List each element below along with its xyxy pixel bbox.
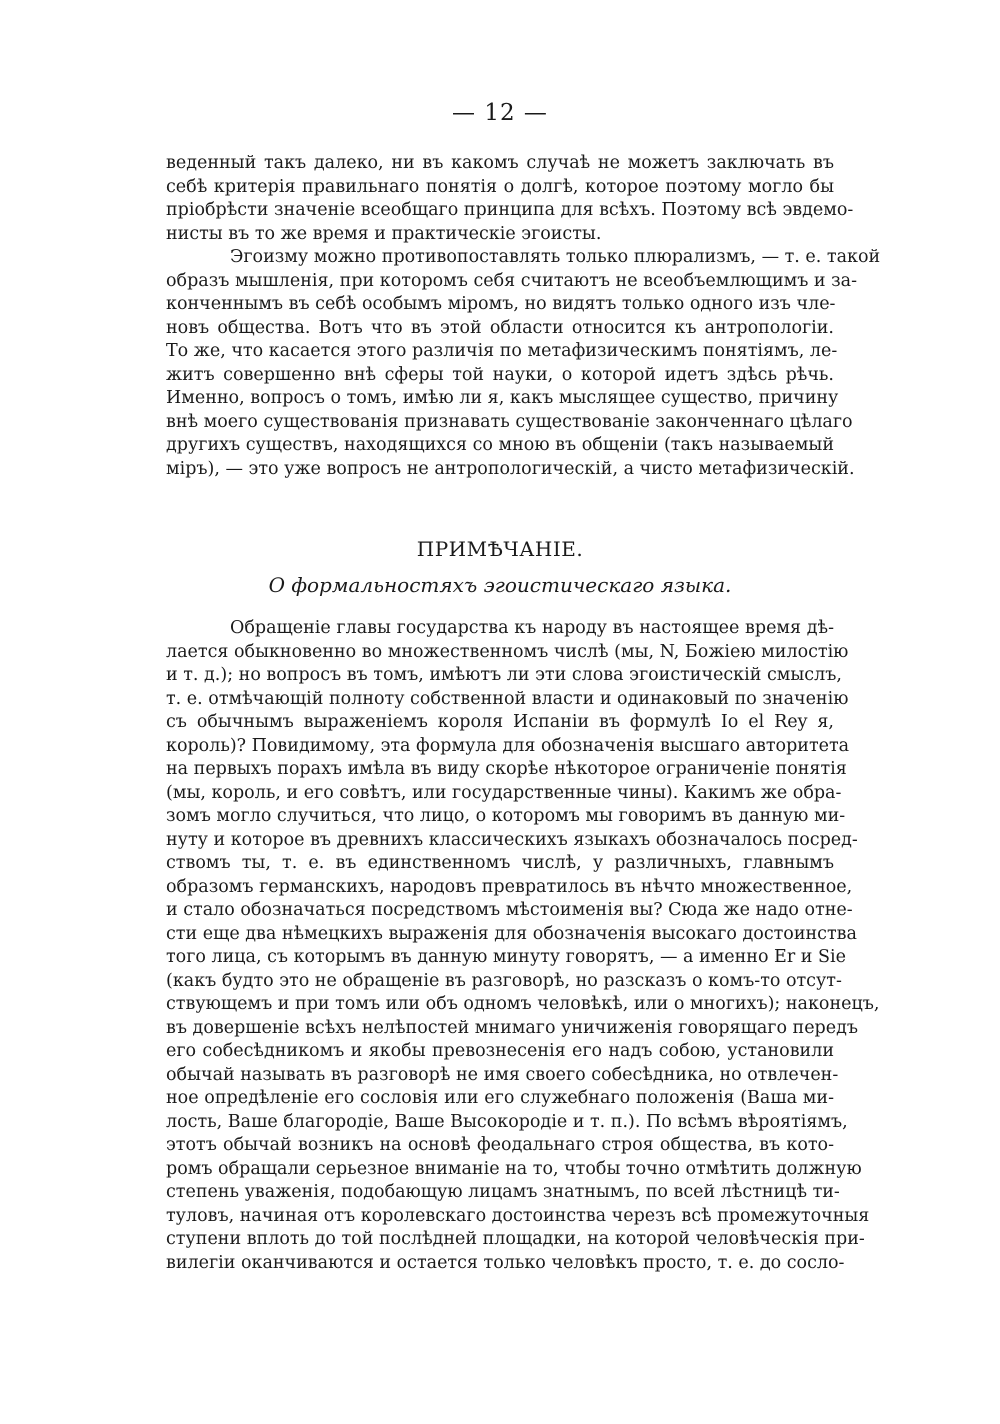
text-line: себѣ критерія правильнаго понятія о долгѣ, которое поэтому могло бы: [166, 176, 834, 197]
text-line: Обращеніе главы государства къ народу въ настоящее время дѣ-: [230, 618, 834, 638]
text-line: зомъ могло случиться, что лицо, о которомъ мы говоримъ въ данную ми-: [166, 806, 846, 826]
text-line: внѣ моего существованія признавать существованіе законченнаго цѣлаго: [166, 411, 853, 432]
text-line: ное опредѣленіе его сословія или его служебнаго положенія (Ваша ми-: [166, 1088, 834, 1108]
text-line: т. е. отмѣчающій полноту собственной власти и одинаковый по значенію: [166, 688, 849, 709]
text-line: съ обычнымъ выраженіемъ короля Испаніи въ формулѣ Io el Rey я,: [166, 712, 834, 732]
text-line: нисты въ то же время и практическіе эгоисты.: [166, 223, 602, 244]
text-line: образъ мышленія, при которомъ себя считаютъ не всеобъемлющимъ и за-: [166, 270, 858, 291]
text-line: ствомъ ты, т. е. въ единственномъ числѣ, у различныхъ, главнымъ: [166, 853, 834, 873]
text-line: ромъ обращали серьезное вниманіе на то, чтобы точно отмѣтить должную: [166, 1158, 862, 1179]
text-line: въ довершеніе всѣхъ нелѣпостей мнимаго уничиженія говорящаго передъ: [166, 1017, 859, 1038]
text-line: сти еще два нѣмецкихъ выраженія для обозначенія высокаго достоинства: [166, 923, 857, 944]
text-line: вилегіи оканчиваются и остается только человѣкъ просто, т. е. до сосло-: [166, 1252, 845, 1273]
text-line: пріобрѣсти значеніе всеобщаго принципа для всѣхъ. Поэтому всѣ эвдемо-: [166, 200, 854, 220]
text-line: и т. д.); но вопросъ въ томъ, имѣютъ ли эти слова эгоистическій смыслъ,: [166, 665, 842, 685]
text-line: лость, Ваше благородіе, Ваше Высокородіе и т. п.). По всѣмъ вѣроятіямъ,: [166, 1111, 848, 1132]
text-line: этотъ обычай возникъ на основѣ феодальнаго строя общества, въ кото-: [166, 1135, 834, 1155]
text-line: конченнымъ въ себѣ особымъ міромъ, но видятъ только одного изъ чле-: [166, 294, 836, 314]
text-line: образомъ германскихъ, народовъ превратилось въ нѣчто множественное,: [166, 876, 853, 897]
page-number: — 12 —: [452, 100, 548, 126]
text-line: То же, что касается этого различія по метафизическимъ понятіямъ, ле-: [166, 341, 838, 361]
text-block-note: [166, 617, 880, 1275]
text-line: ствующемъ и при томъ или объ одномъ человѣкѣ, или о многихъ); наконецъ,: [166, 994, 880, 1014]
text-line: на первыхъ порахъ имѣла въ виду скорѣе нѣкоторое ограниченіе понятія: [166, 759, 847, 779]
text-line: лается обыкновенно во множественномъ числѣ (мы, N, Божіею милостію: [166, 641, 849, 662]
text-line: туловъ, начиная отъ королевскаго достоинства черезъ всѣ промежуточныя: [166, 1205, 870, 1226]
section-heading: ПРИМѢЧАНІЕ.: [416, 537, 584, 561]
text-line: веденный такъ далеко, ни въ какомъ случаѣ не можетъ заключать въ: [166, 153, 834, 173]
text-line: обычай называть въ разговорѣ не имя своего собесѣдника, но отвлечен-: [166, 1064, 839, 1085]
text-line: житъ совершенно внѣ сферы той науки, о которой идетъ здѣсь рѣчь.: [166, 364, 834, 385]
text-line: король)? Повидимому, эта формула для обозначенія высшаго авторитета: [166, 735, 850, 756]
section-subheading: О формальностяхъ эгоистическаго языка.: [268, 573, 732, 597]
text-line: нуту и которое въ древнихъ классическихъ языкахъ обозначалось посред-: [166, 829, 858, 850]
text-line: Именно, вопросъ о томъ, имѣю ли я, какъ мыслящее существо, причину: [166, 388, 839, 408]
text-line: (мы, король, и его совѣтъ, или государственные чины). Какимъ же обра-: [166, 782, 842, 803]
text-line: его собесѣдникомъ и якобы превознесенія его надъ собою, установили: [166, 1041, 834, 1061]
text-line: міръ), — это уже вопросъ не антропологическій, а чисто метафизическій.: [166, 458, 855, 479]
text-line: Эгоизму можно противопоставлять только плюрализмъ, — т. е. такой: [230, 247, 881, 267]
text-line: степень уваженія, подобающую лицамъ знатнымъ, по всей лѣстницѣ ти-: [166, 1182, 840, 1202]
text-line: (какъ будто это не обращеніе въ разговорѣ, но разсказъ о комъ-то отсут-: [166, 970, 842, 991]
text-block-first: [166, 152, 881, 481]
text-line: другихъ существъ, находящихся со мною въ общеніи (такъ называемый: [166, 435, 834, 455]
text-line: ступени вплоть до той послѣдней площадки, на которой человѣческія при-: [166, 1229, 865, 1249]
text-line: новъ общества. Вотъ что въ этой области относится къ антропологіи.: [166, 317, 834, 338]
text-line: и стало обозначаться посредствомъ мѣстоименія вы? Сюда же надо отне-: [166, 900, 853, 920]
text-line: того лица, съ которымъ въ данную минуту говорятъ, — а именно Er и Sie: [166, 947, 846, 967]
